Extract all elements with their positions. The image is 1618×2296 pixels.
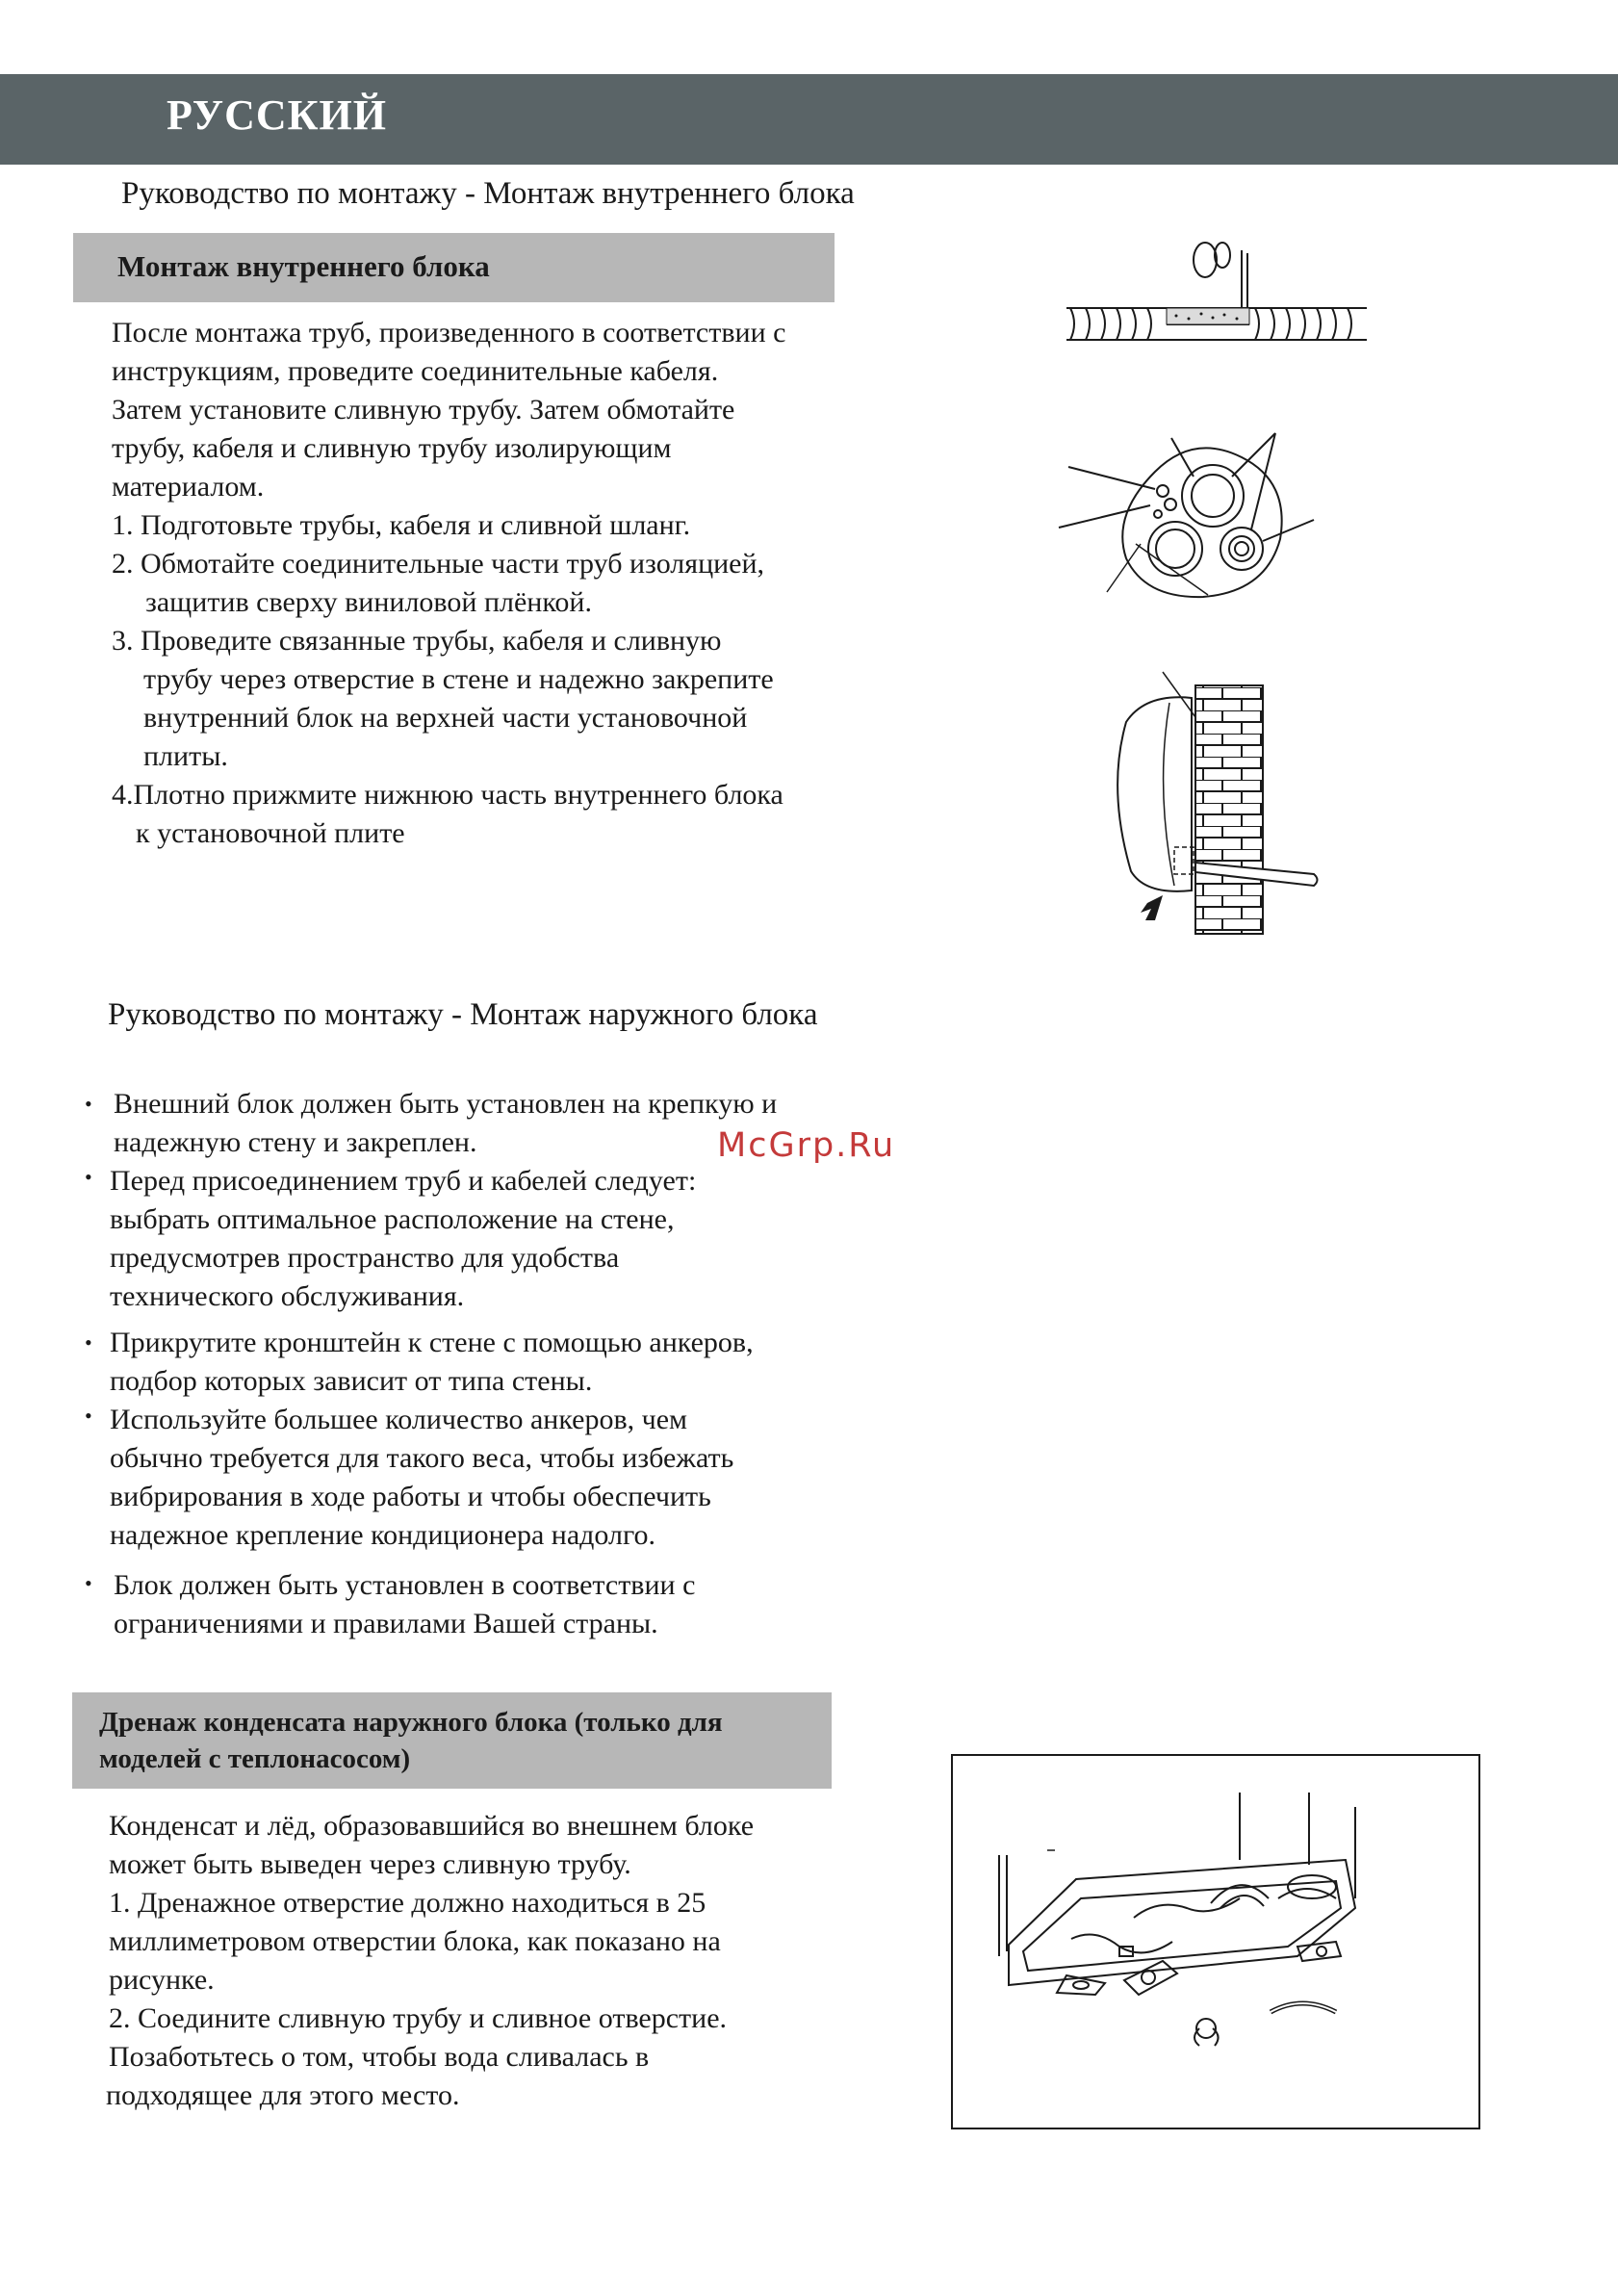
- text-line: рисунке.: [109, 1964, 215, 1996]
- text-line: Блок должен быть установлен в соответствии с: [114, 1569, 696, 1601]
- bullet: •: [85, 1092, 92, 1116]
- indoor-subsection-title: Монтаж внутреннего блока: [117, 249, 490, 283]
- pipe-bundle-cross-section-figure: [1049, 424, 1328, 606]
- text-line: Позаботьтесь о том, чтобы вода сливалась в: [109, 2041, 650, 2073]
- text-line: Затем установите сливную трубу. Затем обмотайте: [112, 394, 735, 426]
- pipe-insulation-figure: [1059, 226, 1376, 351]
- text-line: После монтажа труб, произведенного в соответствии с: [112, 317, 786, 348]
- text-line: Дренаж конденсата наружного блока (только для: [99, 1707, 723, 1738]
- text-line: Внешний блок должен быть установлен на крепкую и: [114, 1088, 778, 1120]
- text-line: ограничениями и правилами Вашей страны.: [114, 1608, 658, 1639]
- text-line: моделей с теплонасосом): [99, 1743, 411, 1774]
- outdoor-section-title: Руководство по монтажу - Монтаж наружного блока: [108, 997, 818, 1032]
- text-line: миллиметровом отверстии блока, как показано на: [109, 1925, 721, 1957]
- text-line: 1. Подготовьте трубы, кабеля и сливной шланг.: [112, 509, 691, 541]
- text-line: Перед присоединением труб и кабелей следует:: [110, 1165, 697, 1197]
- text-line: трубу через отверстие в стене и надежно закрепите: [143, 663, 774, 695]
- bullet: •: [85, 1404, 92, 1428]
- outdoor-drain-figure: [951, 1754, 1480, 2129]
- watermark-text: McGrp.Ru: [717, 1126, 896, 1165]
- bullet: •: [85, 1330, 92, 1354]
- indoor-unit-wall-figure: [1088, 664, 1338, 953]
- text-line: материалом.: [112, 471, 265, 503]
- text-line: 2. Обмотайте соединительные части труб изоляцией,: [112, 548, 765, 580]
- text-line: 1. Дренажное отверстие должно находиться в 25: [109, 1887, 706, 1919]
- text-line: выбрать оптимальное расположение на стене,: [110, 1203, 675, 1235]
- text-line: защитив сверху виниловой плёнкой.: [145, 586, 592, 618]
- indoor-instructions: [112, 314, 785, 853]
- outdoor-bullet-list: [85, 1085, 777, 1643]
- text-line: надежное крепление кондиционера надолго.: [110, 1519, 656, 1551]
- text-line: плиты.: [143, 740, 228, 772]
- text-line: внутренний блок на верхней части установочной: [143, 702, 748, 734]
- text-line: может быть выведен через сливную трубу.: [109, 1848, 631, 1880]
- bullet: •: [85, 1571, 92, 1595]
- text-line: надежную стену и закреплен.: [114, 1126, 477, 1158]
- drain-instructions: [106, 1807, 755, 2115]
- text-line: Используйте большее количество анкеров, чем: [110, 1404, 688, 1435]
- drain-subsection-title: [99, 1704, 723, 1777]
- indoor-section-title: Руководство по монтажу - Монтаж внутреннего блока: [121, 176, 855, 211]
- text-line: 4.Плотно прижмите нижнюю часть внутреннего блока: [112, 779, 783, 811]
- text-line: трубу, кабеля и сливную трубу изолирующим: [112, 432, 672, 464]
- list-item: [85, 1085, 777, 1162]
- list-item: [85, 1566, 777, 1643]
- text-line: предусмотрев пространство для удобства: [110, 1242, 620, 1274]
- text-line: 3. Проведите связанные трубы, кабеля и сливную: [112, 625, 722, 657]
- text-line: Конденсат и лёд, образовавшийся во внешнем блоке: [109, 1810, 755, 1842]
- text-line: к установочной плите: [136, 817, 405, 849]
- bullet: •: [85, 1165, 92, 1189]
- text-line: технического обслуживания.: [110, 1280, 465, 1312]
- text-line: инструкциям, проведите соединительные кабеля.: [112, 355, 719, 387]
- list-item: [85, 1401, 777, 1555]
- text-line: вибрирования в ходе работы и чтобы обеспечить: [110, 1481, 711, 1512]
- list-item: [85, 1324, 777, 1401]
- language-label: РУССКИЙ: [167, 91, 387, 139]
- text-line: подходящее для этого место.: [106, 2079, 460, 2111]
- text-line: обычно требуется для такого веса, чтобы избежать: [110, 1442, 734, 1474]
- list-item: [85, 1162, 777, 1316]
- text-line: 2. Соедините сливную трубу и сливное отверстие.: [109, 2002, 728, 2034]
- text-line: Прикрутите кронштейн к стене с помощью анкеров,: [110, 1327, 754, 1358]
- text-line: подбор которых зависит от типа стены.: [110, 1365, 593, 1397]
